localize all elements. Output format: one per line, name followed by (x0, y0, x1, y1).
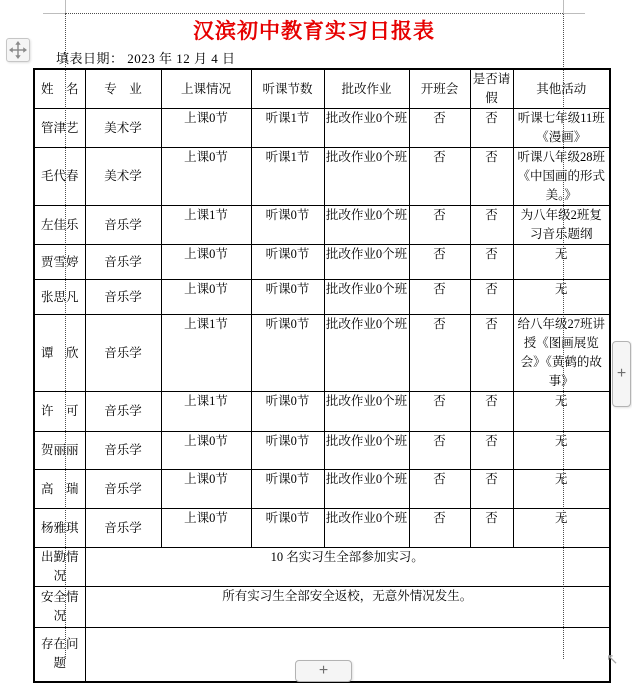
student-name-cell[interactable]: 高 瑞 (34, 470, 85, 509)
table-cell[interactable]: 听课0节 (251, 432, 324, 470)
table-cell[interactable]: 听课0节 (251, 470, 324, 509)
student-name-cell[interactable]: 杨雅琪 (34, 509, 85, 548)
footer-label-cell[interactable]: 存在问题 (34, 628, 85, 682)
table-cell[interactable]: 无 (513, 470, 610, 509)
table-cell[interactable]: 听课0节 (251, 245, 324, 280)
table-cell[interactable]: 上课0节 (161, 509, 251, 548)
table-cell[interactable]: 否 (409, 280, 470, 315)
table-cell[interactable]: 否 (470, 206, 513, 245)
table-cell[interactable]: 批改作业0个班 (324, 206, 409, 245)
table-cell[interactable]: 批改作业0个班 (324, 470, 409, 509)
table-row (34, 206, 610, 245)
student-name-cell[interactable]: 左佳乐 (34, 206, 85, 245)
table-cell[interactable]: 否 (470, 148, 513, 206)
table-cell[interactable]: 听课0节 (251, 280, 324, 315)
table-cell[interactable]: 批改作业0个班 (324, 392, 409, 432)
column-header[interactable]: 听课节数 (251, 69, 324, 109)
table-cell[interactable]: 否 (470, 245, 513, 280)
table-cell[interactable]: 给八年级27班讲授《图画展览会》《黄鹤的故事》 (513, 315, 610, 392)
table-cell[interactable]: 为八年级2班复习音乐题纲 (513, 206, 610, 245)
student-name-cell[interactable]: 许 可 (34, 392, 85, 432)
table-cell[interactable]: 批改作业0个班 (324, 315, 409, 392)
report-table (33, 68, 611, 683)
table-cell[interactable]: 无 (513, 245, 610, 280)
table-cell[interactable]: 音乐学 (85, 432, 161, 470)
table-resize-arrow-icon[interactable]: ↖ (606, 650, 619, 668)
table-cell[interactable]: 上课0节 (161, 245, 251, 280)
table-cell[interactable]: 批改作业0个班 (324, 245, 409, 280)
table-cell[interactable]: 音乐学 (85, 470, 161, 509)
table-cell[interactable]: 否 (470, 109, 513, 148)
table-cell[interactable]: 否 (409, 392, 470, 432)
table-row (34, 148, 610, 206)
margin-corner-mark-top-left-v (65, 0, 66, 13)
student-name-cell[interactable]: 张思凡 (34, 280, 85, 315)
table-cell[interactable]: 听课0节 (251, 206, 324, 245)
table-cell[interactable]: 上课1节 (161, 206, 251, 245)
table-cell[interactable]: 否 (409, 109, 470, 148)
table-cell[interactable]: 上课0节 (161, 280, 251, 315)
table-cell[interactable]: 否 (409, 470, 470, 509)
table-row (34, 69, 610, 109)
margin-corner-mark-top-left-h (43, 13, 65, 14)
fill-date-line: 填表日期： 2023 年 12 月 4 日 (56, 51, 236, 66)
table-cell[interactable]: 无 (513, 509, 610, 548)
column-header[interactable]: 是否请假 (470, 69, 513, 109)
table-cell[interactable]: 上课1节 (161, 315, 251, 392)
student-name-cell[interactable]: 毛代春 (34, 148, 85, 206)
table-cell[interactable]: 否 (409, 148, 470, 206)
student-name-cell[interactable]: 贾雪婷 (34, 245, 85, 280)
table-row (34, 587, 610, 628)
table-cell[interactable]: 听课0节 (251, 315, 324, 392)
table-body (34, 109, 610, 682)
table-cell[interactable]: 上课0节 (161, 432, 251, 470)
table-cell[interactable]: 否 (470, 470, 513, 509)
table-cell[interactable]: 音乐学 (85, 392, 161, 432)
table-row (34, 392, 610, 432)
table-cell[interactable]: 听课七年级11班《漫画》 (513, 109, 610, 148)
table-row (34, 548, 610, 587)
table-cell[interactable]: 音乐学 (85, 245, 161, 280)
add-column-button[interactable]: + (612, 341, 631, 407)
text-boundary-top (65, 13, 563, 14)
table-row (34, 280, 610, 315)
table-row (34, 315, 610, 392)
column-header[interactable]: 专 业 (85, 69, 161, 109)
table-move-handle[interactable] (6, 38, 30, 62)
table-cell[interactable]: 上课0节 (161, 470, 251, 509)
table-cell[interactable]: 否 (470, 315, 513, 392)
move-table-icon (9, 41, 27, 59)
table-header-row (34, 69, 610, 109)
table-cell[interactable]: 否 (409, 315, 470, 392)
margin-corner-mark-top-right-v (563, 0, 564, 13)
table-cell[interactable]: 批改作业0个班 (324, 148, 409, 206)
table-cell[interactable]: 音乐学 (85, 509, 161, 548)
footer-label-cell[interactable]: 出勤情况 (34, 548, 85, 587)
table-cell[interactable]: 否 (470, 392, 513, 432)
student-name-cell[interactable]: 管津艺 (34, 109, 85, 148)
table-cell[interactable]: 美术学 (85, 148, 161, 206)
page-title: 汉滨初中教育实习日报表 (193, 20, 435, 43)
table-row (34, 432, 610, 470)
margin-corner-mark-top-right-h (563, 13, 585, 14)
student-name-cell[interactable]: 谭 欣 (34, 315, 85, 392)
column-header[interactable]: 上课情况 (161, 69, 251, 109)
table-cell[interactable]: 否 (470, 509, 513, 548)
table-cell[interactable]: 美术学 (85, 109, 161, 148)
table-cell[interactable]: 听课八年级28班《中国画的形式美。》 (513, 148, 610, 206)
table-row (34, 509, 610, 548)
table-cell[interactable]: 无 (513, 392, 610, 432)
table-cell[interactable]: 否 (409, 206, 470, 245)
table-cell[interactable]: 否 (470, 280, 513, 315)
table-cell[interactable]: 批改作业0个班 (324, 280, 409, 315)
column-header[interactable]: 批改作业 (324, 69, 409, 109)
table-cell[interactable]: 音乐学 (85, 206, 161, 245)
column-header[interactable]: 开班会 (409, 69, 470, 109)
student-name-cell[interactable]: 贺丽丽 (34, 432, 85, 470)
table-cell[interactable]: 听课1节 (251, 148, 324, 206)
table-cell[interactable]: 否 (409, 245, 470, 280)
table-cell[interactable]: 听课1节 (251, 109, 324, 148)
table-cell[interactable]: 听课0节 (251, 509, 324, 548)
column-header[interactable]: 姓 名 (34, 69, 85, 109)
table-cell[interactable]: 否 (409, 509, 470, 548)
column-header[interactable]: 其他活动 (513, 69, 610, 109)
table-cell[interactable]: 否 (409, 432, 470, 470)
footer-content-cell[interactable]: 10 名实习生全部参加实习。 (85, 548, 610, 587)
table-cell[interactable]: 批改作业0个班 (324, 509, 409, 548)
table-cell[interactable]: 上课1节 (161, 392, 251, 432)
table-cell[interactable]: 否 (470, 432, 513, 470)
table-row (34, 245, 610, 280)
table-cell[interactable]: 批改作业0个班 (324, 432, 409, 470)
table-cell[interactable]: 无 (513, 280, 610, 315)
table-cell[interactable]: 上课0节 (161, 148, 251, 206)
table-row (34, 470, 610, 509)
table-cell[interactable]: 上课0节 (161, 109, 251, 148)
table-cell[interactable]: 批改作业0个班 (324, 109, 409, 148)
footer-content-cell[interactable]: 所有实习生全部安全返校，无意外情况发生。 (85, 587, 610, 628)
add-row-button[interactable]: + (295, 660, 352, 682)
table-cell[interactable]: 无 (513, 432, 610, 470)
table-cell[interactable]: 音乐学 (85, 315, 161, 392)
table-row (34, 109, 610, 148)
footer-label-cell[interactable]: 安全情况 (34, 587, 85, 628)
table-cell[interactable]: 音乐学 (85, 280, 161, 315)
table-cell[interactable]: 听课0节 (251, 392, 324, 432)
